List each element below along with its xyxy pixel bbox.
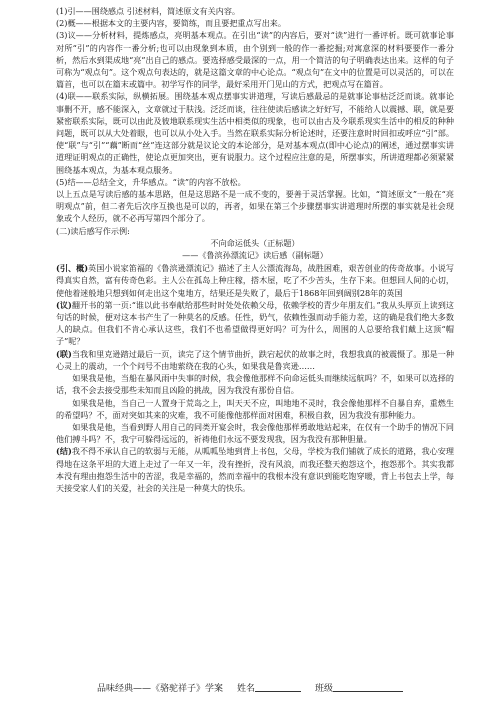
essay-paragraph xyxy=(56,421,454,445)
essay-paragraph xyxy=(56,397,454,421)
essay-title-text: 不向命运低头（正标题） xyxy=(210,237,300,248)
essay-subtitle xyxy=(56,249,454,261)
essay-title xyxy=(56,237,454,249)
section-heading: (二)读后感写作示例: xyxy=(56,225,130,236)
name-label: 姓名 xyxy=(236,684,255,694)
page-footer xyxy=(0,682,500,695)
class-label: 班级 xyxy=(315,684,334,694)
paragraph-text: 当我和里克逊踏过最后一页，读完了这个情节曲折，跌宕起伏的故事之时，我想我真的被震慑了。那是一种心灵上的震动，一个个问号不由地萦绕在我的心头，如果我是鲁宾逊…… xyxy=(56,348,454,371)
essay-paragraph xyxy=(56,299,454,348)
method-item-5: (5)结——总结全文，升华感点。“读”的内容不放松。 xyxy=(56,176,246,187)
paragraph-text: 我不得不承认自己的软弱与无能，从呱呱坠地到背上书包，父母，学校为我们铺就了成长的道路，我心安理得地在这条平坦的大道上走过了一年又一年，没有挫折，没有风浪，而我还整天抱怨这个，抱怨那个。其实我都本没有理由抱怨生活中的苦涩，我是幸福的，然而幸福中的我根本没有意识到能吃饱穿暖，背上书包去上学，每天接受家人们的关爱，社会的关注是一种莫大的快乐。 xyxy=(56,446,454,493)
method-item-1: (1)引——围绕感点 引述材料，简述原文有关内容。 xyxy=(56,6,241,16)
paragraph-text: 英国小说家笛福的《鲁滨逊漂流记》描述了主人公漂流海岛，战胜困难，艰苦创业的传奇故事。小说写得真实自然，富有传奇色彩。主人公在孤岛上种庄稼，搭木屋，吃了不少苦头，生存下来。但想回人间的心切，使他着迷般地只想到如何走出这个鬼地方，结果还是失败了，最后于1868年回到阔别28年的英国 xyxy=(56,263,454,298)
paragraph-text: 如果我是他，当自己一人置身于荒岛之上，叫天天不应，叫地地不灵时，我会像他那样不自暴自弃，重燃生的希望吗？不，面对突如其来的灾难，我不可能像他那样面对困难，积极自救，因为我没有那种能力。 xyxy=(56,397,454,420)
paragraph-label: (联) xyxy=(56,348,72,359)
method-section xyxy=(56,5,454,494)
paragraph-label: (议) xyxy=(56,299,72,310)
essay-subtitle-text: ——《鲁滨孙漂流记》读后感（副标题） xyxy=(182,250,328,261)
method-item-4: (4)联——联系实际，纵横拓展。围绕基本观点摆事实讲道理，写读后感最忌的是就事论事枯泛泛而谈。就事论事删不开，感不能深入，文章就过于肤浅。泛泛而谈，往往使读后感读之好好写，不能给人以震撼、联，就是要紧密联系实际，既可以由此及彼地联系现实生活中相类似的现象，也可以由古及今联系现实生活中的相反的种种问题，既可以从大处着眼，也可以从小处入手。当然在联系实际分析论述时，还要注意时时回扣或呼应“引”部。使“联”与“引”“藕”断而“丝”连这部分就是议论文的本论部分，是对基本观点(即中心论点)的阐述，通过摆事实讲道理证明观点的正确性，使论点更加突出，更有说服力。这个过程应注意的是，所摆事实，所讲道理都必须紧紧围绕基本观点，为基本观点服务。 xyxy=(56,91,454,175)
paragraph-label: (引、概) xyxy=(56,263,89,274)
name-blank[interactable] xyxy=(255,682,301,692)
paragraph-text: 如果我是他，当船在暴风雨中失事的时候，我会像他那样不向命运低头而继续远航吗？不，如果可以选择的话，我不会去接受那些未知而且凶险的挑战，因为我没有那份自信。 xyxy=(56,373,454,396)
class-blank[interactable] xyxy=(333,682,403,692)
method-summary: 以上五点是写读后感的基本思路，但是这思路不是一成不变的，要善于灵活掌握。比如，“简述原文”一般在“亮明观点”前，但二者先后次序互换也是可以的，再者，如果在第三个步骤摆事实讲道理时所摆的事实就是社会现象或个人经历，就不必再写第四个部分了。 xyxy=(56,189,454,224)
method-item-2: (2)概——根据本文的主要内容，要简练，而且要把重点写出来。 xyxy=(56,18,286,29)
essay-paragraph xyxy=(56,445,454,494)
essay-paragraph xyxy=(56,372,454,396)
essay-paragraph xyxy=(56,262,454,299)
footer-title: 品味经典——《骆驼祥子》学案 xyxy=(96,684,223,694)
essay-paragraph xyxy=(56,348,454,372)
paragraph-label: (结) xyxy=(56,446,72,457)
method-item-3: (3)议——分析材料，提炼感点，亮明基本观点。在引出“读”的内容后，要对“读”进行一番评析。既可就事论事对所“引”的内容作一番分析;也可以由现象到本质，由个别到一般的作一番挖掘;对寓意深的材料要要作一番分析，然后水到渠成地“亮”出自己的感点。要选择感受最深的一点，用一个简洁的句子明确表达出来。这样的句子可称为“观点句”。这个观点句表达的，就是这篇文章的中心论点。“观点句”在文中的位置是可以灵活的，可以在篇首，也可以在篇末或篇中。初学写作的同学，最好采用开门见山的方式，把观点写在篇首。 xyxy=(56,30,454,90)
paragraph-text: 如果我是他，当看到野人用自己的同类开宴会时，我会像他那样勇敢地站起来，在仅有一个助手的情况下同他们搏斗吗？不，我宁可躲得远远的，祈祷他们永远不要发现我，因为我没有那种胆量。 xyxy=(56,421,454,445)
paragraph-text: 翻开书的第一页:“谁以此书奉献给那些时时处处依赖父母，依赖学校的青少年朋友们。”我从头厚页上读到这句话的时候，便对这本书产生了一种莫名的反感。任性，奶气，依赖性强而动手能力差，这的确是我们绝大多数人的缺点。但我们不肯心承认这些，我们不也希望做得更好吗？可为什么，周围的人总要给我们戴上这顶“帽子”呢？ xyxy=(56,299,454,347)
